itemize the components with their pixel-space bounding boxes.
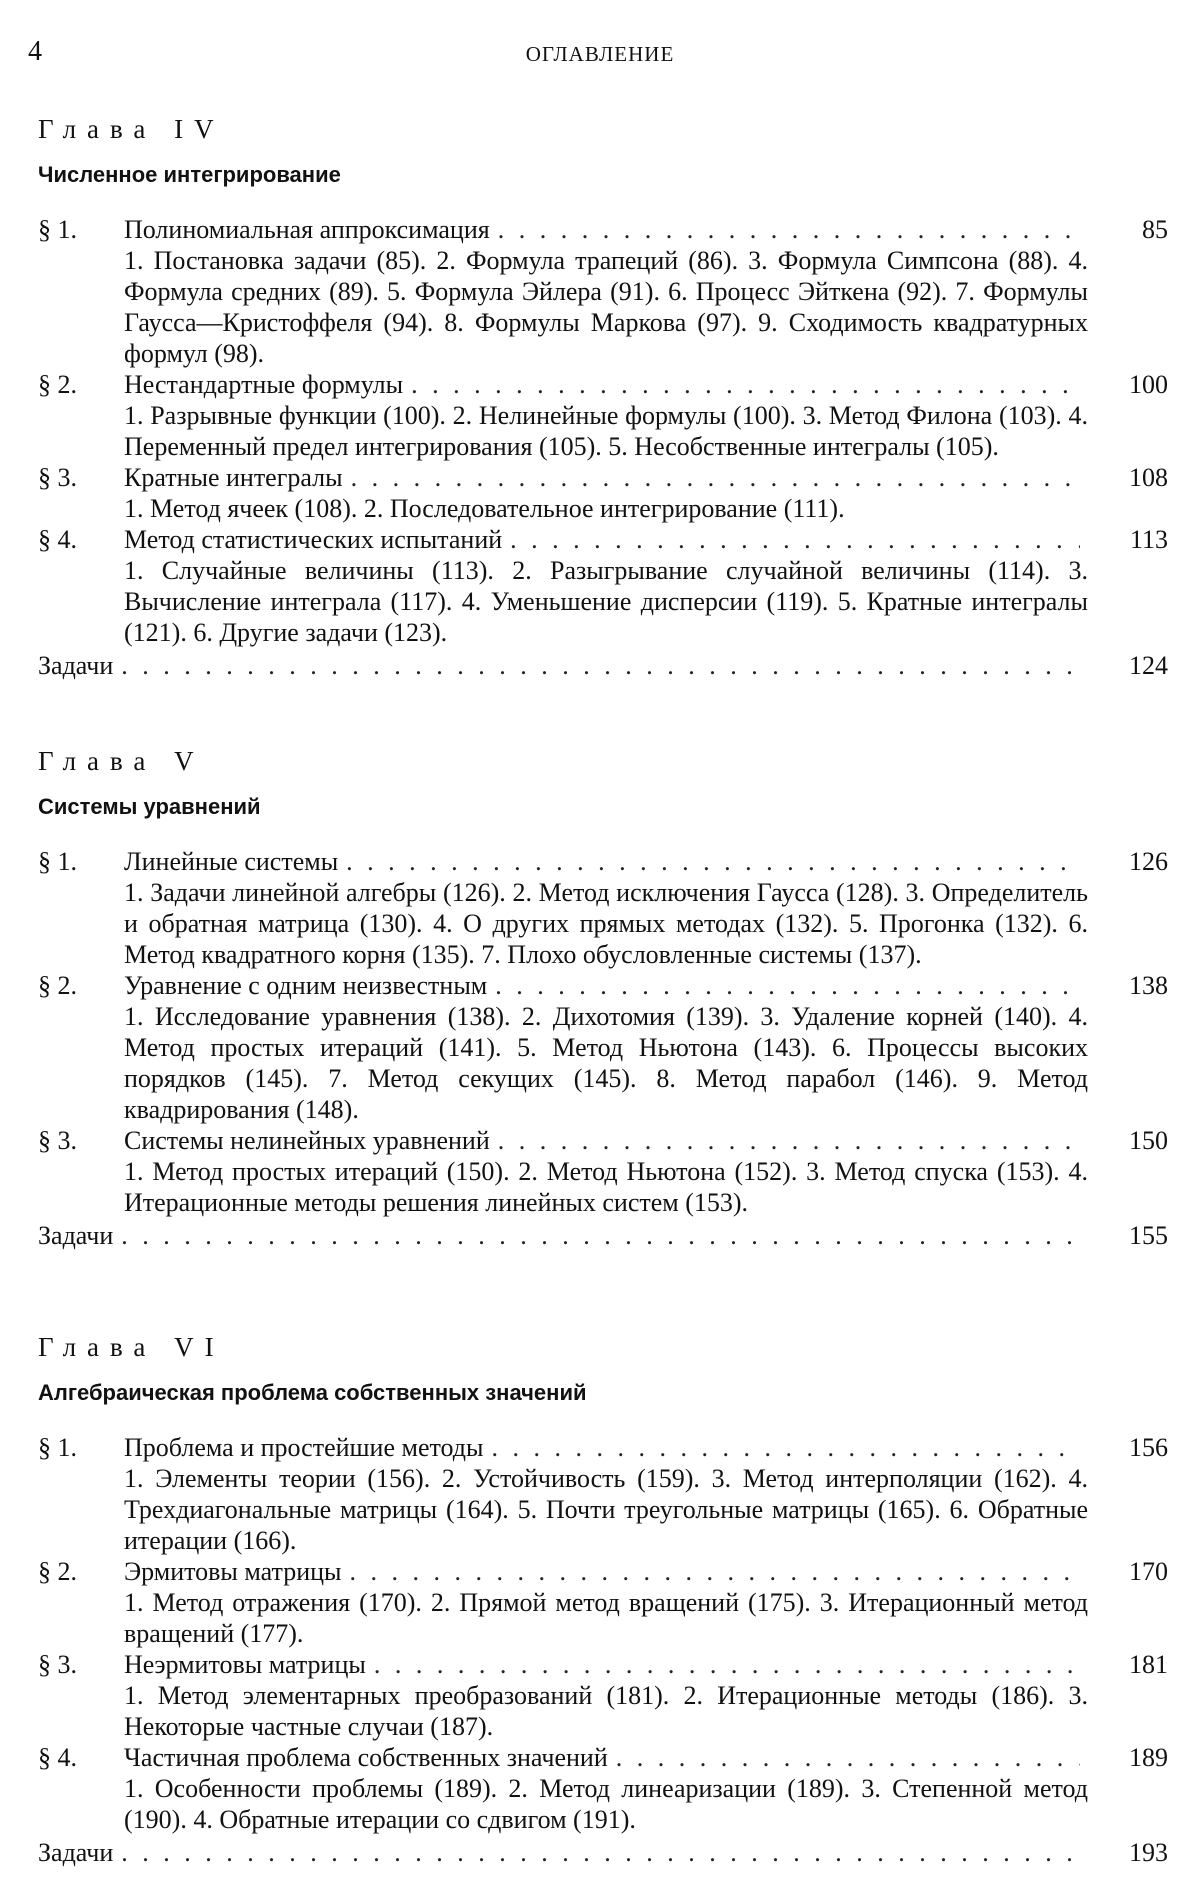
dot-leader (498, 214, 1080, 245)
chapter-label: Глава VI (38, 1332, 225, 1362)
problems-title: Задачи (38, 1838, 114, 1867)
dot-leader (411, 369, 1080, 400)
section-page: 138 (1129, 971, 1168, 1000)
toc-list (38, 1432, 1168, 1868)
dot-leader (121, 1220, 1080, 1251)
dot-leader (616, 1742, 1080, 1773)
problems-page: 155 (1129, 1221, 1168, 1250)
section-page: 108 (1129, 463, 1168, 492)
section-title: Кратные интегралы (124, 463, 343, 492)
section-contents: 1. Случайные величины (113). 2. Разыгрывание случайной величины (114). 3. Вычисление интеграла (117). 4. Уменьшение дисперсии (119). 5. Кратные интегралы (121). 6. Другие задачи (123). (124, 556, 1088, 647)
section-title: Системы нелинейных уравнений (124, 1126, 490, 1155)
dot-leader (346, 846, 1080, 877)
section-title: Частичная проблема собственных значений (124, 1743, 608, 1772)
chapter-5 (38, 744, 1168, 1251)
problems-title: Задачи (38, 651, 114, 680)
section-title: Полиномиальная аппроксимация (124, 215, 490, 244)
running-title: ОГЛАВЛЕНИЕ (525, 42, 675, 66)
problems-page: 193 (1129, 1838, 1168, 1867)
section-contents: 1. Элементы теории (156). 2. Устойчивость (159). 3. Метод интерполяции (162). 4. Трехдиагональные матрицы (164). 5. Почти треугольные матрицы (165). 6. Обратные итерации (166). (124, 1464, 1088, 1555)
toc-entry (38, 1649, 1168, 1742)
chapter-6 (38, 1330, 1168, 1868)
section-contents: 1. Исследование уравнения (138). 2. Дихотомия (139). 3. Удаление корней (140). 4. Метод простых итераций (141). 5. Метод Ньютона (143). 6. Процессы высоких порядков (145). 7. Метод секущих (145). 8. Метод парабол (146). 9. Метод квадрирования (148). (124, 1002, 1088, 1124)
section-page: 126 (1129, 847, 1168, 876)
chapter-title: Численное интегрирование (38, 162, 341, 187)
dot-leader (374, 1649, 1080, 1680)
dot-leader (121, 650, 1080, 681)
section-title: Эрмитовы матрицы (124, 1557, 342, 1586)
dot-leader (351, 462, 1080, 493)
toc-entry (38, 369, 1168, 462)
problems-entry (38, 650, 1168, 681)
dot-leader (495, 970, 1080, 1001)
section-number: § 2. (38, 971, 77, 1000)
chapter-title: Алгебраическая проблема собственных значений (38, 1380, 587, 1405)
section-contents: 1. Задачи линейной алгебры (126). 2. Метод исключения Гаусса (128). 3. Определитель и обратная матрица (130). 4. О других прямых методах (132). 5. Прогонка (132). 6. Метод квадратного корня (135). 7. Плохо обусловленные системы (137). (124, 878, 1088, 969)
toc-entry (38, 846, 1168, 970)
page-number: 4 (28, 36, 42, 67)
problems-entry (38, 1837, 1168, 1868)
toc-entry (38, 1742, 1168, 1835)
section-page: 181 (1129, 1650, 1168, 1679)
section-title: Проблема и простейшие методы (124, 1433, 484, 1462)
section-title: Уравнение с одним неизвестным (124, 971, 488, 1000)
section-contents: 1. Разрывные функции (100). 2. Нелинейные формулы (100). 3. Метод Филона (103). 4. Переменный предел интегрирования (105). 5. Несобственные интегралы (105). (124, 401, 1088, 461)
section-number: § 1. (38, 1433, 77, 1462)
toc-entry (38, 970, 1168, 1125)
section-contents: 1. Метод простых итераций (150). 2. Метод Ньютона (152). 3. Метод спуска (153). 4. Итерационные методы решения линейных систем (153). (124, 1157, 1088, 1217)
section-page: 100 (1129, 370, 1168, 399)
section-number: § 4. (38, 1743, 77, 1772)
dot-leader (498, 1125, 1080, 1156)
section-title: Неэрмитовы матрицы (124, 1650, 366, 1679)
toc-entry (38, 1432, 1168, 1556)
toc-entry (38, 524, 1168, 648)
section-title: Линейные системы (124, 847, 339, 876)
section-page: 113 (1129, 525, 1168, 554)
section-page: 189 (1129, 1743, 1168, 1772)
section-number: § 1. (38, 215, 77, 244)
section-number: § 3. (38, 463, 77, 492)
section-page: 85 (1142, 215, 1168, 244)
section-number: § 1. (38, 847, 77, 876)
section-page: 170 (1129, 1557, 1168, 1586)
problems-entry (38, 1220, 1168, 1251)
section-number: § 2. (38, 1557, 77, 1586)
chapter-4 (38, 112, 1168, 681)
section-contents: 1. Метод отражения (170). 2. Прямой метод вращений (175). 3. Итерационный метод вращений (177). (124, 1588, 1088, 1648)
section-contents: 1. Особенности проблемы (189). 2. Метод линеаризации (189). 3. Степенной метод (190). 4. Обратные итерации со сдвигом (191). (124, 1774, 1088, 1834)
toc-list (38, 214, 1168, 681)
running-head (28, 36, 1172, 76)
section-number: § 2. (38, 370, 77, 399)
chapter-label: Глава IV (38, 114, 225, 144)
toc-entry (38, 214, 1168, 369)
section-contents: 1. Постановка задачи (85). 2. Формула трапеций (86). 3. Формула Симпсона (88). 4. Формула средних (89). 5. Формула Эйлера (91). 6. Процесс Эйткена (92). 7. Формулы Гаусса—Кристоффеля (94). 8. Формулы Маркова (97). 9. Сходимость квадратурных формул (98). (124, 246, 1088, 368)
section-contents: 1. Метод элементарных преобразований (181). 2. Итерационные методы (186). 3. Некоторые частные случаи (187). (124, 1681, 1088, 1741)
toc-entry (38, 1556, 1168, 1649)
section-number: § 3. (38, 1126, 77, 1155)
dot-leader (491, 1432, 1080, 1463)
problems-page: 124 (1129, 651, 1168, 680)
section-title: Нестандартные формулы (124, 370, 404, 399)
section-page: 150 (1129, 1126, 1168, 1155)
toc-entry (38, 462, 1168, 524)
section-title: Метод статистических испытаний (124, 525, 503, 554)
dot-leader (350, 1556, 1080, 1587)
chapter-title: Системы уравнений (38, 794, 261, 819)
section-contents: 1. Метод ячеек (108). 2. Последовательное интегрирование (111). (124, 494, 845, 523)
chapter-label: Глава V (38, 746, 205, 776)
dot-leader (510, 524, 1080, 555)
toc-entry (38, 1125, 1168, 1218)
section-number: § 4. (38, 525, 77, 554)
dot-leader (121, 1837, 1080, 1868)
problems-title: Задачи (38, 1221, 114, 1250)
toc-list (38, 846, 1168, 1251)
section-page: 156 (1129, 1433, 1168, 1462)
section-number: § 3. (38, 1650, 77, 1679)
